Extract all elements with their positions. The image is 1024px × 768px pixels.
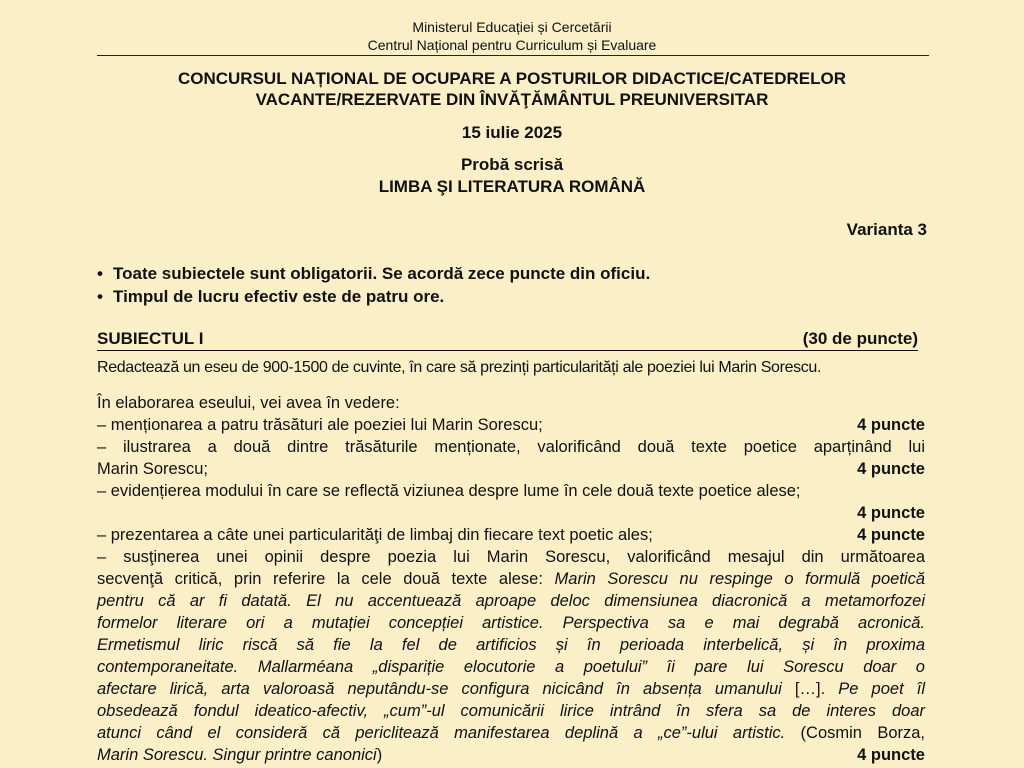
requirement-item-5-end bbox=[97, 744, 925, 766]
title-line-2: VACANTE/REZERVATE DIN ÎNVĂŢĂMÂNTUL PREUNIVERSITAR bbox=[255, 90, 769, 109]
critical-quote: contemporaneitate. Mallarméana „dispariție elocutorie a poetului” îi pare lui Sorescu doar o bbox=[97, 658, 925, 676]
rule-item: • Toate subiectele sunt obligatorii. Se acordă zece puncte din oficiu. bbox=[97, 264, 651, 283]
exam-date: 15 iulie 2025 bbox=[461, 123, 563, 142]
requirement-item-2-cont: Marin Sorescu; 4 puncte bbox=[97, 460, 925, 478]
bullet-icon: • bbox=[97, 287, 103, 306]
requirements bbox=[97, 392, 925, 766]
subject-1-heading bbox=[97, 328, 918, 351]
critical-quote: Ermetismul liric riscă să fie la fel de artificios și în perioada interbelică, și în proxima bbox=[97, 636, 925, 654]
quote-source: Marin Sorescu. Singur printre canonici) bbox=[97, 746, 383, 764]
requirement-item-5-line: secvenţă critică, prin referire la cele două texte alese: Marin Sorescu nu respinge o formulă poetică bbox=[97, 570, 925, 588]
variant-label: Varianta 3 bbox=[846, 220, 927, 239]
task-statement: Redactează un eseu de 900-1500 de cuvinte, în care să prezinți particularități ale poeziei lui Marin Sorescu. bbox=[97, 359, 822, 376]
item-points: 4 puncte bbox=[857, 416, 925, 434]
item-points: 4 puncte bbox=[857, 746, 925, 764]
critical-quote: obsedează fondul ideatico-afectiv, „cum”-ul comunicării lirice intrând în sfera sa de interes doar bbox=[97, 702, 925, 720]
requirement-item-1: – menționarea a patru trăsături ale poeziei lui Marin Sorescu; 4 puncte bbox=[97, 416, 925, 434]
rules-list bbox=[97, 262, 929, 308]
requirements-intro: În elaborarea eseului, vei avea în vedere: bbox=[97, 394, 400, 412]
item-points: 4 puncte bbox=[857, 460, 925, 478]
requirement-item-4: – prezentarea a câte unei particularităţi de limbaj din fiecare text poetic ales; 4 puncte bbox=[97, 526, 925, 544]
title-line-1: CONCURSUL NAȚIONAL DE OCUPARE A POSTURILOR DIDACTICE/CATEDRELOR bbox=[177, 69, 847, 88]
critical-quote: formelor literare ori a mutației concepției artistice. Perspectiva sa e mai degrabă acronică. bbox=[97, 614, 925, 632]
exam-type: Probă scrisă bbox=[460, 155, 564, 174]
rule-item: • Timpul de lucru efectiv este de patru ore. bbox=[97, 287, 445, 306]
critical-quote: atunci când el consideră că periclitează manifestarea deplină a „ce”-ului artistic. (Cosmin Borza, bbox=[97, 724, 926, 742]
critical-quote: afectare lirică, arta valoroasă neputându-se configura nicicând în absența umanului […]. Pe poet îl bbox=[97, 680, 926, 698]
subject-1-label: SUBIECTUL I bbox=[97, 329, 204, 348]
ministry-name: Ministerul Educației și Cercetării bbox=[412, 19, 612, 35]
requirement-item-5: – susţinerea unei opinii despre poezia lui Marin Sorescu, valorificând mesajul din următoarea bbox=[97, 548, 925, 566]
critical-quote: Marin Sorescu nu respinge o formulă poetică bbox=[554, 570, 925, 588]
item-points: 4 puncte bbox=[857, 526, 925, 544]
header-divider bbox=[97, 55, 929, 56]
critical-quote: pentru că ar fi datată. El nu accentuează aproape deloc dimensiunea diacronică a metamorfozei bbox=[97, 592, 925, 610]
subject-1-points: (30 de puncte) bbox=[802, 329, 918, 348]
item-points: 4 puncte bbox=[857, 504, 925, 522]
center-name: Centrul Național pentru Curriculum și Evaluare bbox=[367, 37, 657, 53]
requirement-item-3: – evidențierea modului în care se reflectă viziunea despre lume în cele două texte poetice alese; bbox=[97, 482, 801, 500]
exam-subject: LIMBA ŞI LITERATURA ROMÂNĂ bbox=[378, 177, 646, 196]
bullet-icon: • bbox=[97, 264, 103, 283]
requirement-item-2: – ilustrarea a două dintre trăsăturile menționate, valorificând două texte poetice aparținând lui bbox=[97, 438, 925, 456]
